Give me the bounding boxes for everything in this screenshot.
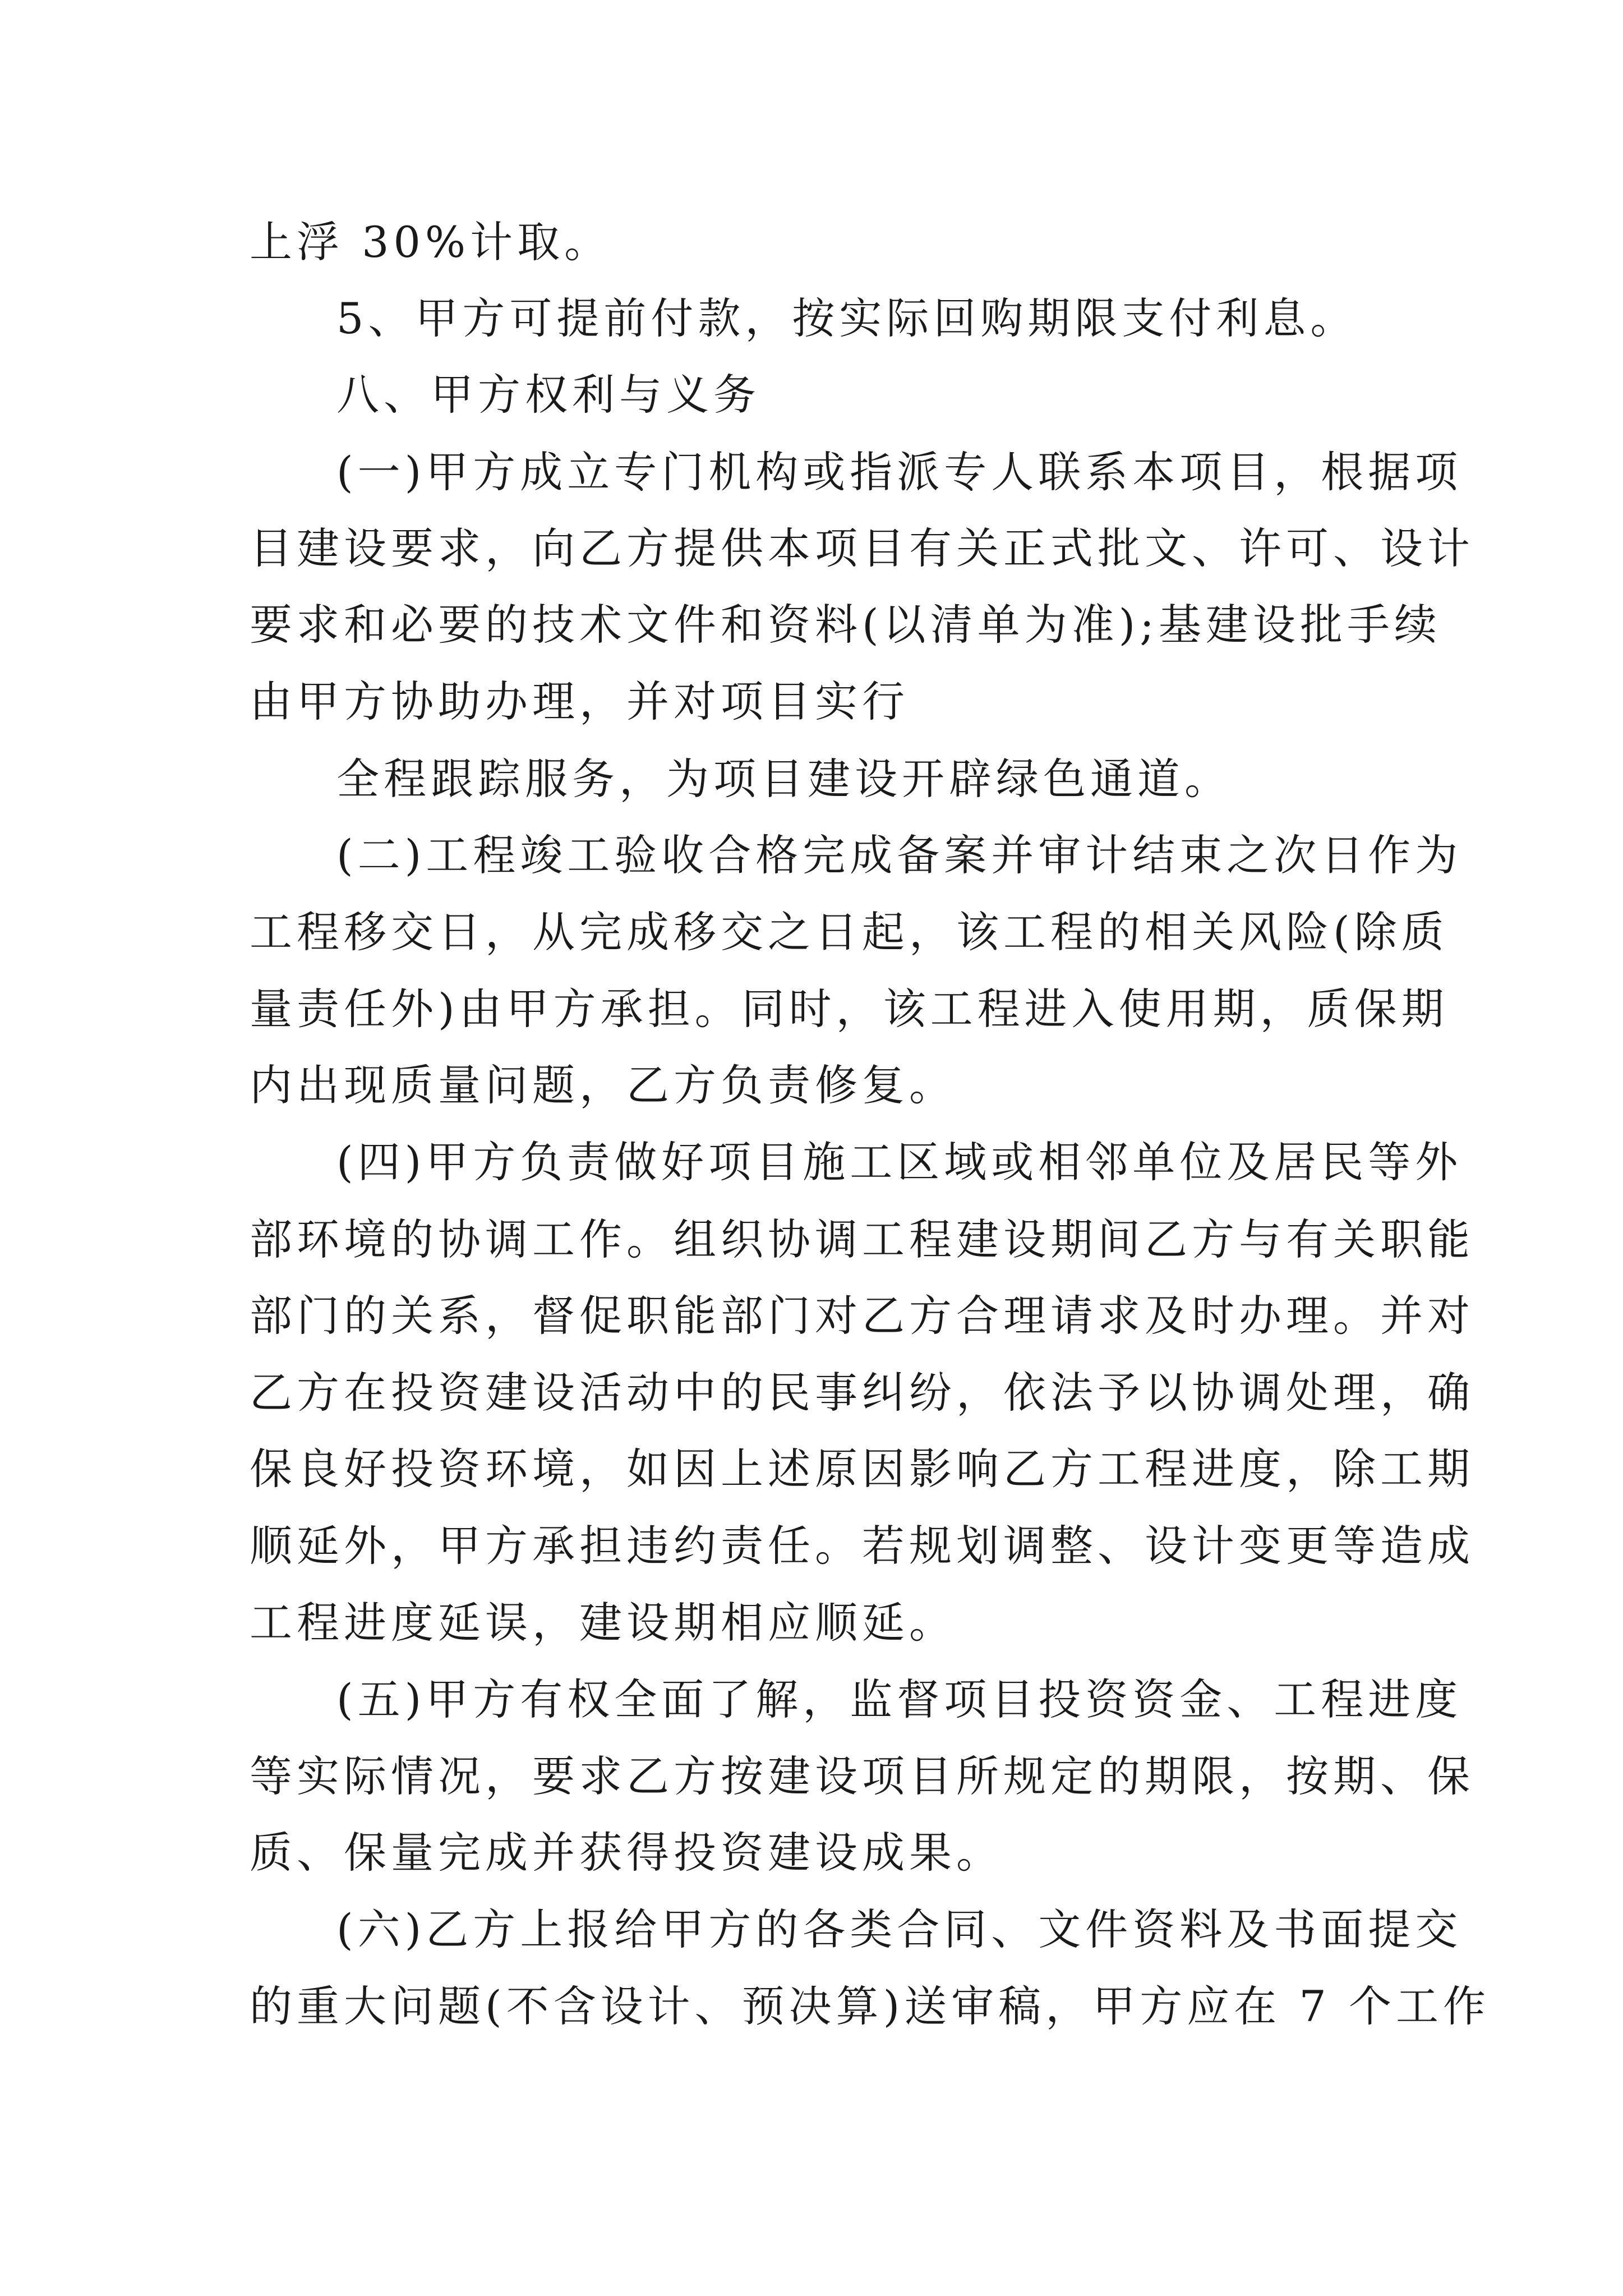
section-heading: 八、甲方权利与义务 [336,370,760,420]
text-line: (五)甲方有权全面了解，监督项目投资资金、工程进度 [336,1674,1463,1724]
text-line: 部门的关系，督促职能部门对乙方合理请求及时办理。并对 [250,1291,1474,1341]
text-line: 由甲方协助办理，并对项目实行 [250,677,909,726]
text-line: (一)甲方成立专门机构或指派专人联系本项目，根据项 [336,447,1463,497]
text-line: 全程跟踪服务，为项目建设开辟绿色通道。 [336,754,1232,804]
text-line: 内出现质量问题，乙方负责修复。 [250,1060,956,1110]
text-line: 上浮 30%计取。 [250,217,612,267]
text-line: 目建设要求，向乙方提供本项目有关正式批文、许可、设计 [250,523,1474,573]
text-line: 要求和必要的技术文件和资料(以清单为准);基建设批手续 [250,600,1441,650]
text-line: (二)工程竣工验收合格完成备案并审计结束之次日作为 [336,830,1463,880]
text-line: 的重大问题(不含设计、预决算)送审稿，甲方应在 7 个工作 [250,1981,1490,2031]
text-line: 工程移交日，从完成移交之日起，该工程的相关风险(除质 [250,907,1449,957]
text-line: 5、甲方可提前付款，按实际回购期限支付利息。 [336,293,1358,343]
text-line: 量责任外)由甲方承担。同时，该工程进入使用期，质保期 [250,984,1449,1034]
text-line: (六)乙方上报给甲方的各类合同、文件资料及书面提交 [336,1904,1463,1954]
text-line: 乙方在投资建设活动中的民事纠纷，依法予以协调处理，确 [250,1368,1474,1418]
text-line: 顺延外，甲方承担违约责任。若规划调整、设计变更等造成 [250,1521,1474,1571]
text-line: (四)甲方负责做好项目施工区域或相邻单位及居民等外 [336,1137,1463,1187]
text-line: 工程进度延误，建设期相应顺延。 [250,1598,956,1648]
text-line: 等实际情况，要求乙方按建设项目所规定的期限，按期、保 [250,1751,1474,1801]
text-line: 保良好投资环境，如因上述原因影响乙方工程进度，除工期 [250,1444,1474,1494]
text-line: 质、保量完成并获得投资建设成果。 [250,1828,1003,1878]
text-line: 部环境的协调工作。组织协调工程建设期间乙方与有关职能 [250,1214,1474,1264]
